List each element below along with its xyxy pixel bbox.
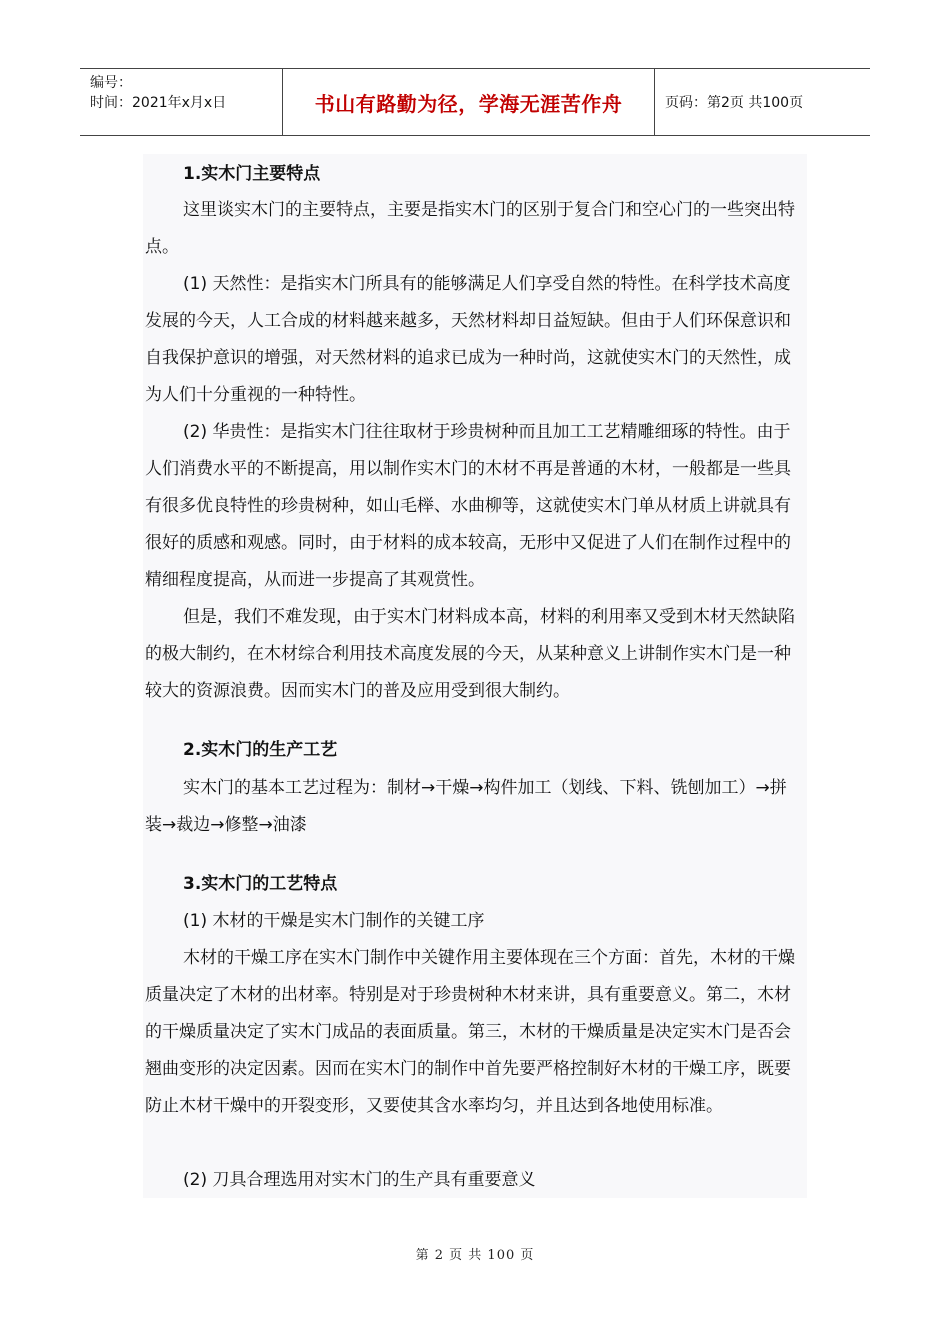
page-footer: 第 2 页 共 100 页 [415,1248,535,1263]
page-header [80,68,870,136]
document-body [143,154,807,1198]
section-3-heading: 3.实木门的工艺特点 [183,874,338,894]
doc-time-label: 时间：2021年x月x日 [90,95,227,111]
section-2-heading: 2.实木门的生产工艺 [183,740,338,760]
paragraph: (2) 刀具合理选用对实木门的生产具有重要意义 [183,1170,536,1190]
header-meta [80,69,283,135]
paragraph: (2) 华贵性：是指实木门往往取材于珍贵树种而且加工工艺精雕细琢的特性。由于人们消费水平的不断提高，用以制作实木门的木材不再是普通的木材，一般都是一些具有很多优良特性的珍贵树种，如山毛榉、水曲柳等，这就使实木门单从材质上讲就具有很好的质感和观感。同时，由于材料的成本较高，无形中又促进了人们在制作过程中的精细程度提高，从而进一步提高了其观赏性。 [145,422,791,590]
paragraph: 木材的干燥工序在实木门制作中关键作用主要体现在三个方面：首先，木材的干燥质量决定了木材的出材率。特别是对于珍贵树种木材来讲，具有重要意义。第二，木材的干燥质量决定了实木门成品的表面质量。第三，木材的干燥质量是决定实木门是否会翘曲变形的决定因素。因而在实木门的制作中首先要严格控制好木材的干燥工序，既要防止木材干燥中的开裂变形，又要使其含水率均匀，并且达到各地使用标准。 [145,948,795,1116]
paragraph: 这里谈实木门的主要特点，主要是指实木门的区别于复合门和空心门的一些突出特点。 [145,200,795,257]
section-1-heading: 1.实木门主要特点 [183,164,321,184]
header-motto: 书山有路勤为径，学海无涯苦作舟 [283,69,655,135]
paragraph: (1) 天然性：是指实木门所具有的能够满足人们享受自然的特性。在科学技术高度发展的今天，人工合成的材料越来越多，天然材料却日益短缺。但由于人们环保意识和自我保护意识的增强，对天然材料的追求已成为一种时尚，这就使实木门的天然性，成为人们十分重视的一种特性。 [145,274,791,405]
paragraph: 实木门的基本工艺过程为：制材→干燥→构件加工（划线、下料、铣刨加工）→拼装→裁边→修整→油漆 [145,778,787,835]
paragraph: (1) 木材的干燥是实木门制作的关键工序 [183,911,485,931]
paragraph: 但是，我们不难发现，由于实木门材料成本高，材料的利用率又受到木材天然缺陷的极大制约，在木材综合利用技术高度发展的今天，从某种意义上讲制作实木门是一种较大的资源浪费。因而实木门的普及应用受到很大制约。 [145,607,795,701]
doc-number-label: 编号： [90,75,132,91]
header-page-info: 页码：第2页 共100页 [665,95,804,111]
